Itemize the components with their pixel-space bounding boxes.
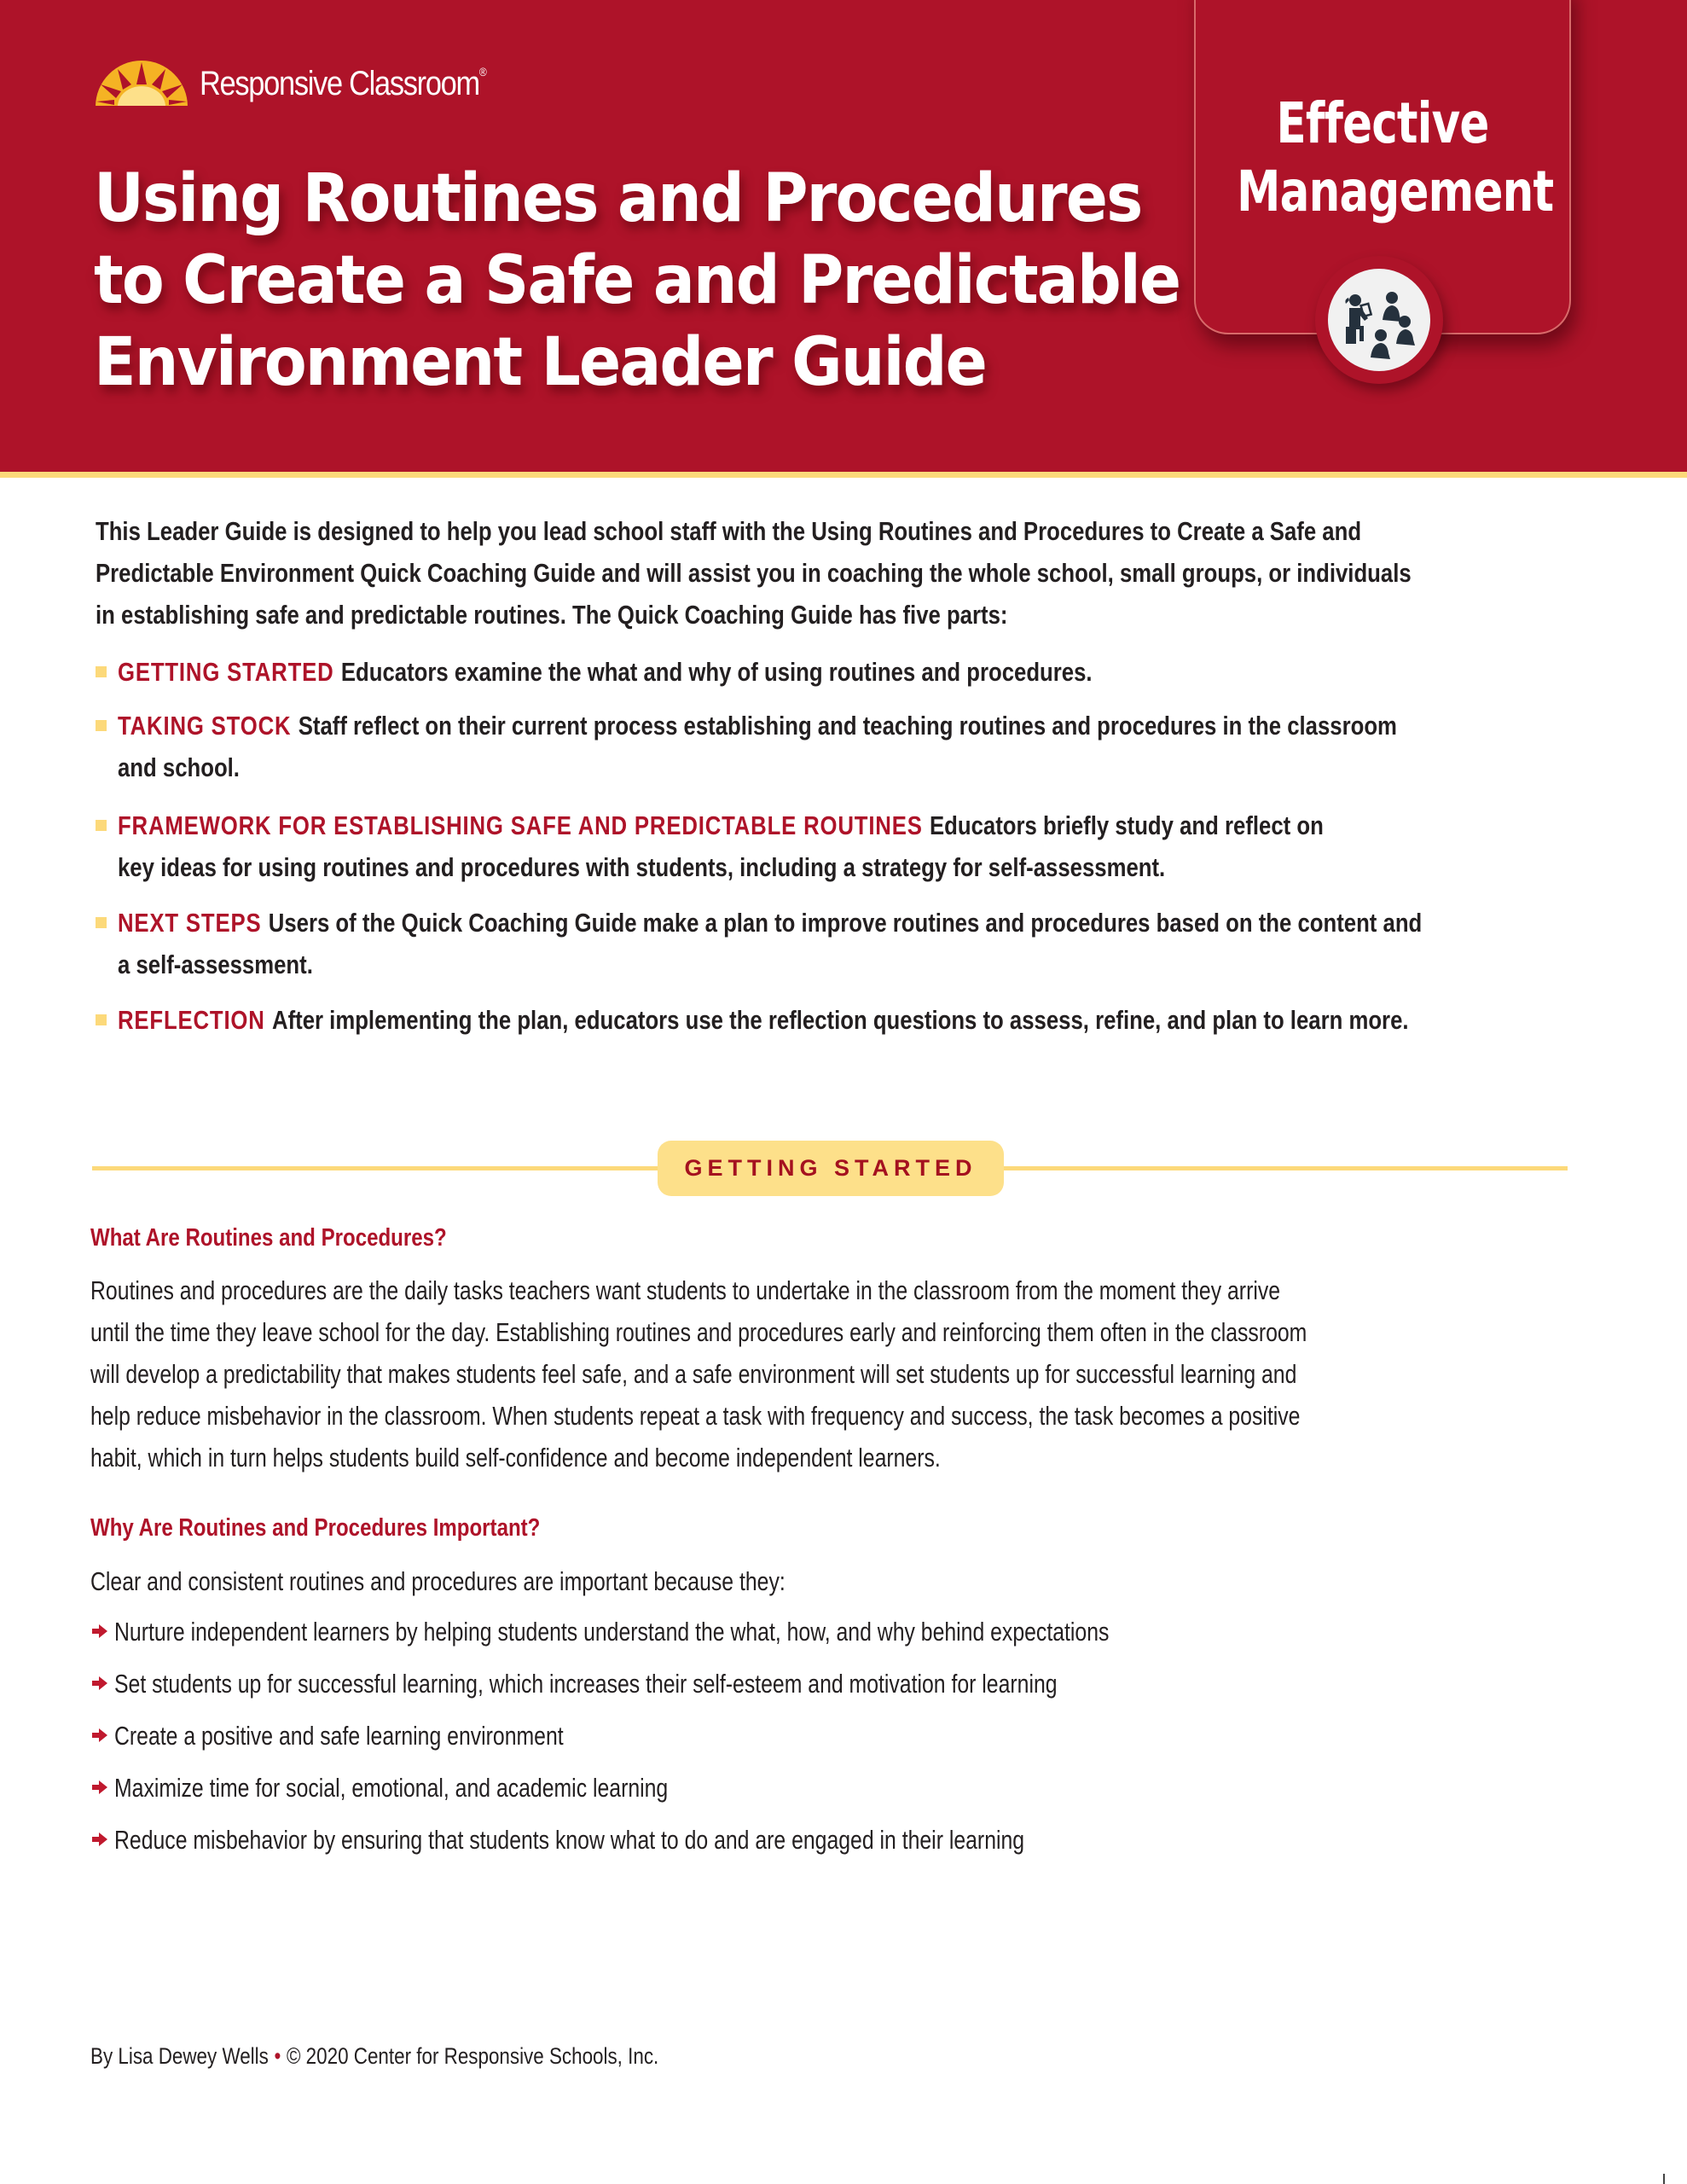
list-item: [92, 1663, 1358, 1715]
part-text: After implementing the plan, educators use the reflection questions to assess, refine, and plan to learn more.: [271, 1005, 1409, 1035]
copyright: © 2020 Center for Responsive Schools, Inc.: [286, 2043, 659, 2069]
square-bullet-icon: [96, 720, 107, 731]
what-line: Routines and procedures are the daily tasks teachers want students to undertake in the classroom from the moment they arrive: [90, 1275, 1281, 1305]
why-lead: [90, 1560, 1591, 1602]
crop-mark: [1663, 2174, 1665, 2184]
parts-list: [96, 651, 1597, 1041]
sun-logo-icon: [94, 59, 189, 108]
list-item-text: Create a positive and safe learning environment: [114, 1721, 564, 1751]
arrow-bullet-icon: [92, 1728, 107, 1742]
badge-circle: [1328, 269, 1430, 371]
part-getting-started: [96, 651, 1597, 693]
author: By Lisa Dewey Wells: [90, 2043, 269, 2069]
what-line: habit, which in turn helps students build self-confidence and become independent learners.: [90, 1443, 941, 1472]
heading-why-important: Why Are Routines and Procedures Important?: [90, 1514, 541, 1542]
footer-credit: [90, 2043, 658, 2070]
list-item: [92, 1611, 1358, 1663]
square-bullet-icon: [96, 666, 107, 677]
what-line: help reduce misbehavior in the classroom. When students repeat a task with frequency and success, the task becomes a positive: [90, 1401, 1301, 1431]
page-title: [94, 158, 1203, 404]
list-item-text: Set students up for successful learning, which increases their self-esteem and motivation for learning: [114, 1669, 1058, 1699]
title-line: Environment Leader Guide: [94, 324, 987, 401]
arrow-bullet-icon: [92, 1780, 107, 1794]
brand-name: Responsive Classroom®: [200, 64, 487, 102]
part-text: Users of the Quick Coaching Guide make a plan to improve routines and procedures based on the content and: [268, 908, 1423, 938]
square-bullet-icon: [96, 1014, 107, 1025]
part-label: REFLECTION: [118, 1005, 265, 1035]
part-text: Educators briefly study and reflect on: [929, 810, 1324, 840]
part-text: Staff reflect on their current process establishing and teaching routines and procedures in the classroom: [298, 711, 1397, 741]
list-item: [92, 1715, 1358, 1767]
brand-logo: [94, 58, 534, 109]
part-label: FRAMEWORK FOR ESTABLISHING SAFE AND PREDICTABLE ROUTINES: [118, 810, 923, 840]
part-framework: [96, 804, 1597, 888]
teacher-reading-to-students-icon: [1328, 269, 1430, 371]
list-item-text: Reduce misbehavior by ensuring that students know what to do and are engaged in their learning: [114, 1825, 1025, 1855]
what-line: will develop a predictability that makes students feel safe, and a safe environment will set students up for successful learning and: [90, 1359, 1297, 1389]
intro-line: This Leader Guide is designed to help you lead school staff with the Using Routines and Procedures to Create a Safe and: [96, 516, 1362, 546]
part-next-steps: [96, 902, 1597, 985]
part-text: key ideas for using routines and procedures with students, including a strategy for self-assessment.: [118, 852, 1166, 882]
separator-dot: •: [274, 2043, 281, 2069]
arrow-bullet-icon: [92, 1833, 107, 1846]
square-bullet-icon: [96, 917, 107, 928]
list-item-text: Nurture independent learners by helping students understand the what, how, and why behind expectations: [114, 1617, 1110, 1647]
intro-line: in establishing safe and predictable routines. The Quick Coaching Guide has five parts:: [96, 600, 1008, 630]
title-line: Using Routines and Procedures: [94, 160, 1142, 237]
part-taking-stock: [96, 705, 1597, 788]
part-text: Educators examine the what and why of using routines and procedures.: [340, 657, 1093, 687]
part-text: and school.: [118, 752, 240, 782]
list-item: [92, 1767, 1358, 1819]
intro-line: Predictable Environment Quick Coaching Guide and will assist you in coaching the whole school, small groups, or individuals: [96, 558, 1412, 588]
square-bullet-icon: [96, 820, 107, 831]
arrow-bullet-icon: [92, 1676, 107, 1690]
part-label: GETTING STARTED: [118, 657, 334, 687]
what-line: until the time they leave school for the day. Establishing routines and procedures early and reinforcing them often in the classroom: [90, 1317, 1307, 1347]
category-title-line: Effective: [1276, 90, 1489, 156]
reasons-list: [92, 1611, 1358, 1871]
category-badge: [1315, 256, 1443, 384]
part-label: NEXT STEPS: [118, 908, 262, 938]
part-reflection: [96, 999, 1597, 1041]
heading-what-are-routines: What Are Routines and Procedures?: [90, 1224, 447, 1252]
list-item-text: Maximize time for social, emotional, and academic learning: [114, 1773, 669, 1803]
section-divider-label: GETTING STARTED: [658, 1141, 1004, 1196]
category-title: [1196, 90, 1569, 226]
title-line: to Create a Safe and Predictable: [94, 242, 1180, 319]
why-lead-text: Clear and consistent routines and procedures are important because they:: [90, 1566, 786, 1596]
list-item: [92, 1819, 1358, 1871]
what-paragraph: [90, 1269, 1591, 1478]
part-label: TAKING STOCK: [118, 711, 292, 741]
part-text: a self-assessment.: [118, 950, 313, 979]
header-accent-rule: [0, 472, 1687, 478]
category-title-line: Management: [1237, 159, 1554, 224]
arrow-bullet-icon: [92, 1624, 107, 1638]
intro-paragraph: [96, 510, 1562, 636]
